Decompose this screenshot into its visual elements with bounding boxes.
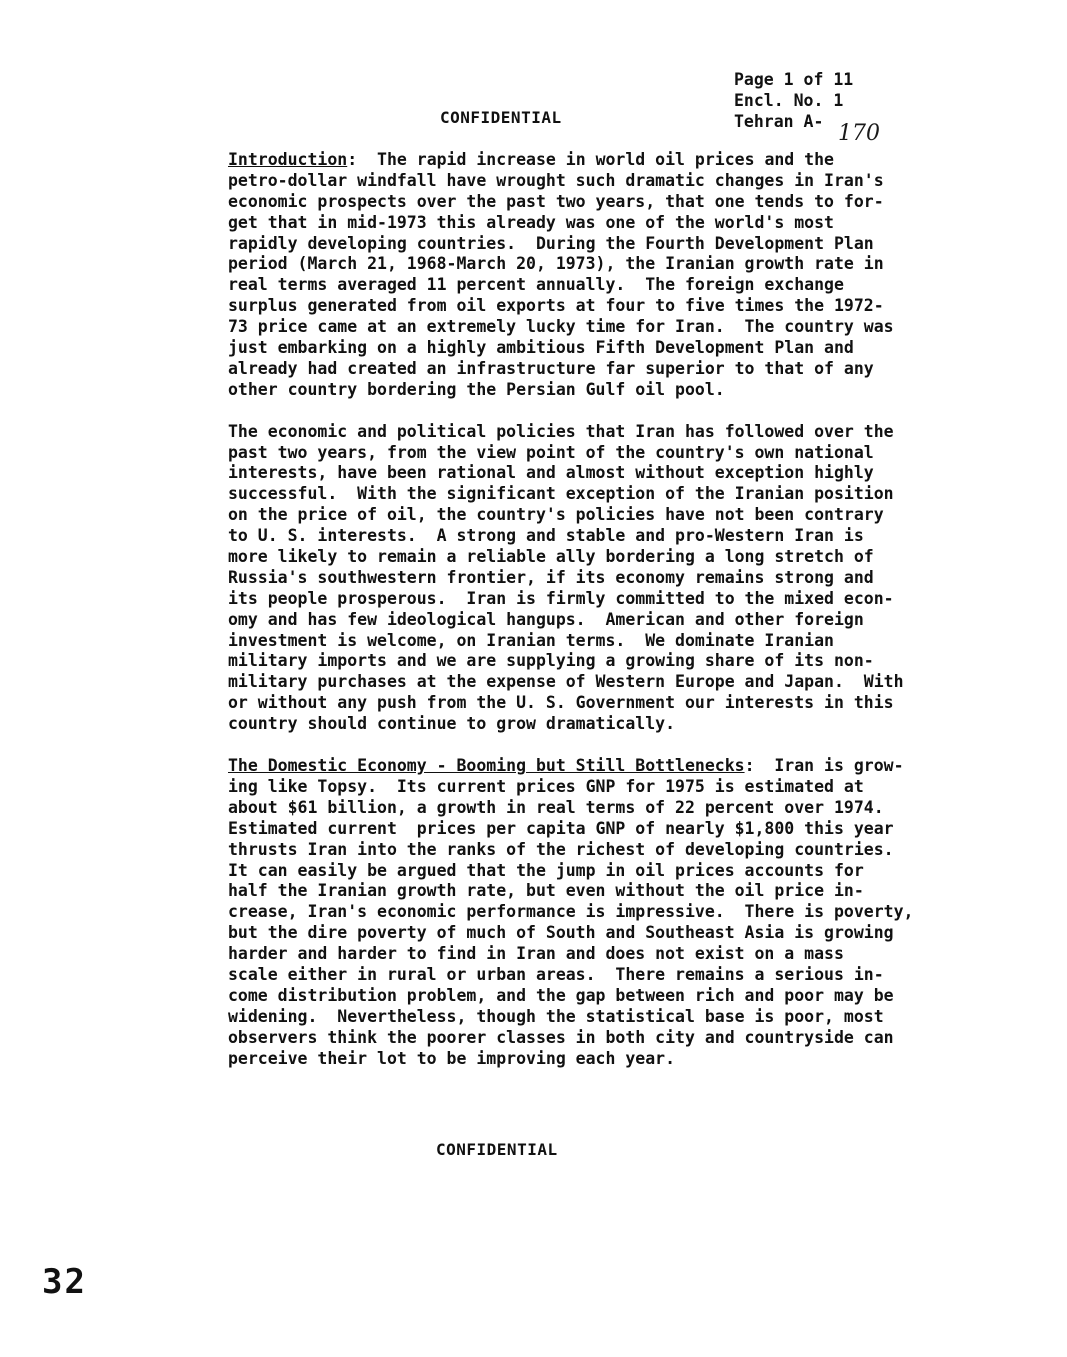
- text-line: on the price of oil, the country's policies have not been contrary: [228, 505, 884, 525]
- classification-marking-bottom: CONFIDENTIAL: [436, 1140, 558, 1159]
- text-line: 73 price came at an extremely lucky time for Iran. The country was: [228, 317, 894, 337]
- text-line: economic prospects over the past two years, that one tends to for-: [228, 191, 884, 211]
- text-line: scale either in rural or urban areas. There remains a serious in-: [228, 964, 884, 984]
- text-line: other country bordering the Persian Gulf oil pool.: [228, 379, 725, 399]
- text-line: harder and harder to find in Iran and does not exist on a mass: [228, 944, 844, 964]
- text-line: ing like Topsy. Its current prices GNP for 1975 is estimated at: [228, 776, 864, 796]
- page-number: 32: [42, 1262, 87, 1302]
- text-line: perceive their lot to be improving each year.: [228, 1048, 676, 1068]
- text-line: military purchases at the expense of Western Europe and Japan. With: [228, 672, 904, 692]
- text-line: investment is welcome, on Iranian terms. We dominate Iranian: [228, 630, 834, 650]
- text-line: half the Iranian growth rate, but even without the oil price in-: [228, 881, 864, 901]
- text-line: thrusts Iran into the ranks of the richest of developing countries.: [228, 839, 894, 859]
- text-line: just embarking on a highly ambitious Fifth Development Plan and: [228, 338, 854, 358]
- text-line: but the dire poverty of much of South and Southeast Asia is growing: [228, 923, 894, 943]
- enclosure-line-page: Page 1 of 11: [734, 70, 854, 89]
- paragraph-policies: [228, 422, 938, 735]
- enclosure-line-airgram: Tehran A-: [734, 111, 824, 131]
- text-line: Russia's southwestern frontier, if its economy remains strong and: [228, 567, 874, 587]
- text-line: surplus generated from oil exports at four to five times the 1972-: [228, 296, 884, 316]
- text-line: or without any push from the U. S. Government our interests in this: [228, 693, 894, 713]
- text-line: to U. S. interests. A strong and stable and pro-Western Iran is: [228, 526, 864, 546]
- text-line: [228, 150, 938, 171]
- text-line: crease, Iran's economic performance is impressive. There is poverty,: [228, 902, 914, 922]
- text-line: more likely to remain a reliable ally bordering a long stretch of: [228, 547, 874, 567]
- paragraph-domestic-economy: [228, 756, 938, 1069]
- enclosure-line-number: Encl. No. 1: [734, 90, 844, 110]
- text-line: its people prosperous. Iran is firmly committed to the mixed econ-: [228, 588, 894, 608]
- text-line: It can easily be argued that the jump in oil prices accounts for: [228, 860, 864, 880]
- text-line: successful. With the significant exception of the Iranian position: [228, 484, 894, 504]
- text-line: omy and has few ideological hangups. American and other foreign: [228, 609, 864, 629]
- text-line: rapidly developing countries. During the Fourth Development Plan: [228, 233, 874, 253]
- classification-marking-top: CONFIDENTIAL: [440, 108, 562, 127]
- enclosure-reference: [734, 70, 853, 133]
- text-line: military imports and we are supplying a growing share of its non-: [228, 651, 874, 671]
- text-line: real terms averaged 11 percent annually. The foreign exchange: [228, 275, 844, 295]
- paragraph-introduction: [228, 150, 938, 401]
- text-line: observers think the poorer classes in both city and countryside can: [228, 1027, 894, 1047]
- section-heading: Introduction: [228, 150, 348, 169]
- text-line: already had created an infrastructure far superior to that of any: [228, 358, 874, 378]
- text-line: widening. Nevertheless, though the statistical base is poor, most: [228, 1006, 884, 1026]
- text-line: country should continue to grow dramatically.: [228, 714, 676, 734]
- text-line: come distribution problem, and the gap between rich and poor may be: [228, 985, 894, 1005]
- text-line: past two years, from the view point of the country's own national: [228, 442, 874, 462]
- text-line: interests, have been rational and almost without exception highly: [228, 463, 874, 483]
- text-line: [228, 756, 938, 777]
- section-heading: The Domestic Economy - Booming but Still Bottlenecks: [228, 756, 745, 776]
- handwritten-airgram-number: 170: [838, 121, 880, 146]
- document-body: [228, 150, 938, 1090]
- text-line: period (March 21, 1968-March 20, 1973), the Iranian growth rate in: [228, 254, 884, 274]
- text-line: get that in mid-1973 this already was one of the world's most: [228, 212, 834, 232]
- text-line: about $61 billion, a growth in real terms of 22 percent over 1974.: [228, 797, 884, 817]
- text-line: The economic and political policies that Iran has followed over the: [228, 421, 894, 441]
- text-line-content: : Iran is grow-: [744, 756, 904, 776]
- text-line: Estimated current prices per capita GNP of nearly $1,800 this year: [228, 818, 894, 838]
- text-line-content: : The rapid increase in world oil prices and the: [347, 150, 834, 169]
- text-line: petro-dollar windfall have wrought such dramatic changes in Iran's: [228, 170, 884, 190]
